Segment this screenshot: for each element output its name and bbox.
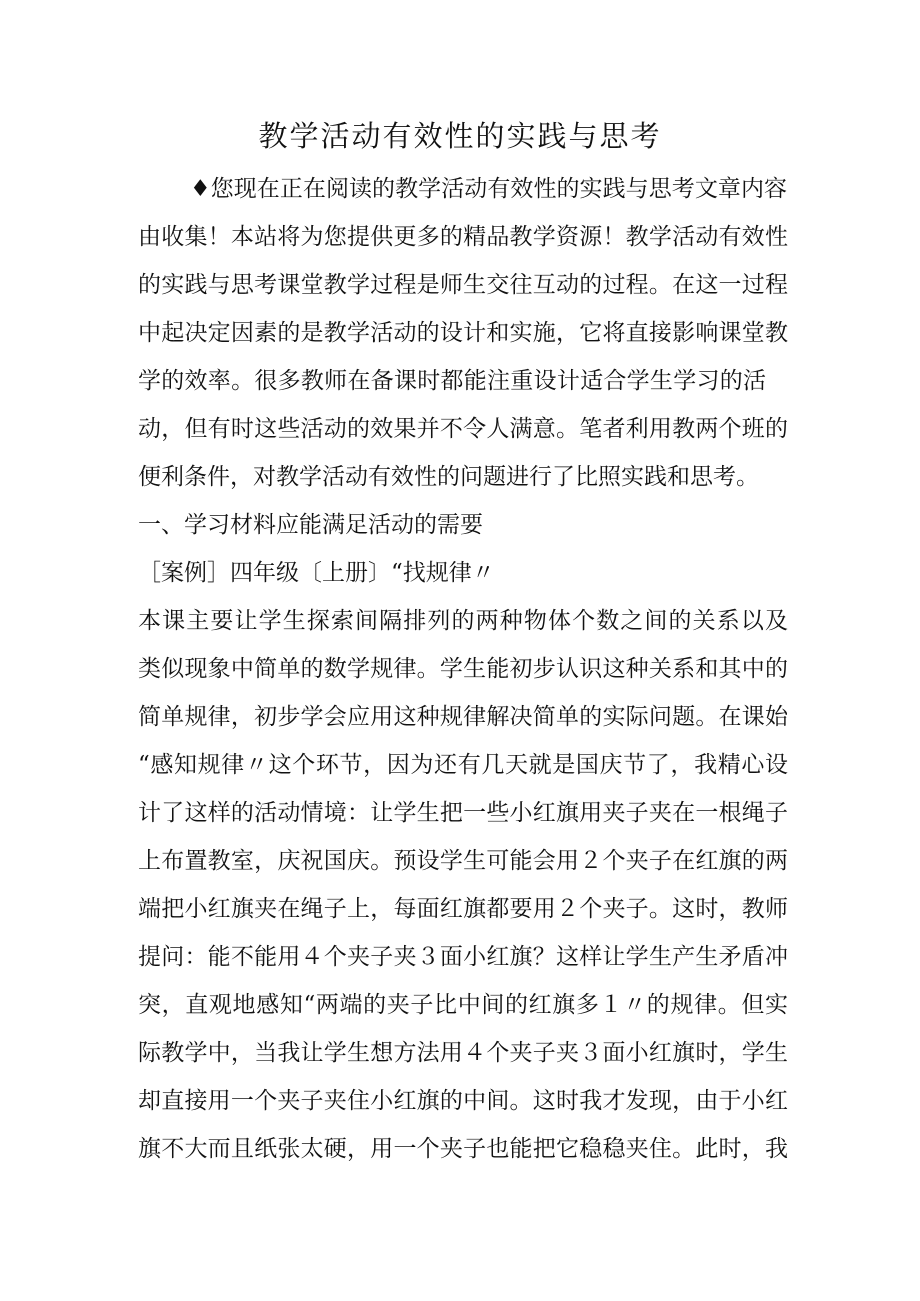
document-title: 教学活动有效性的实践与思考 xyxy=(258,119,662,153)
paragraph-line: 旗不大而且纸张太硬，用一个夹子也能把它稳稳夹住。此时，我 xyxy=(138,1136,788,1162)
paragraph-line: 动，但有时这些活动的效果并不令人满意。笔者利用教两个班的 xyxy=(138,416,788,442)
paragraph-line: 的实践与思考课堂教学过程是师生交往互动的过程。在这一过程 xyxy=(138,272,788,298)
paragraph-line: 上布置教室，庆祝国庆。预设学生可能会用２个夹子在红旗的两 xyxy=(138,848,788,874)
paragraph-line: 却直接用一个夹子夹住小红旗的中间。这时我才发现，由于小红 xyxy=(138,1088,788,1114)
paragraph-line: 类似现象中简单的数学规律。学生能初步认识这种关系和其中的 xyxy=(138,656,788,682)
section-heading: 一、学习材料应能满足活动的需要 xyxy=(138,512,483,538)
paragraph-line: 提问：能不能用４个夹子夹３面小红旗？这样让学生产生矛盾冲 xyxy=(138,944,788,970)
paragraph-line: 端把小红旗夹在绳子上，每面红旗都要用２个夹子。这时，教师 xyxy=(138,896,788,922)
paragraph-line: 便利条件，对教学活动有效性的问题进行了比照实践和思考。 xyxy=(138,464,759,490)
paragraph-line: 突，直观地感知“两端的夹子比中间的红旗多１〃的规律。但实 xyxy=(138,992,788,1018)
paragraph-line: “感知规律〃这个环节，因为还有几天就是国庆节了，我精心设 xyxy=(138,752,788,778)
paragraph-line: 中起决定因素的是教学活动的设计和实施，它将直接影响课堂教 xyxy=(138,320,788,346)
paragraph-line: 际教学中，当我让学生想方法用４个夹子夹３面小红旗时，学生 xyxy=(138,1040,788,1066)
case-label: ［案例］四年级〔上册〕“找规律〃 xyxy=(138,560,495,586)
paragraph-line: 本课主要让学生探索间隔排列的两种物体个数之间的关系以及 xyxy=(138,608,788,634)
paragraph-line: 简单规律，初步学会应用这种规律解决简单的实际问题。在课始 xyxy=(138,704,788,730)
paragraph-line: ♦您现在正在阅读的教学活动有效性的实践与思考文章内容 xyxy=(190,176,787,202)
paragraph-line: 计了这样的活动情境：让学生把一些小红旗用夹子夹在一根绳子 xyxy=(138,800,788,826)
paragraph-line: 由收集！本站将为您提供更多的精品教学资源！教学活动有效性 xyxy=(138,224,788,250)
paragraph-line: 学的效率。很多教师在备课时都能注重设计适合学生学习的活 xyxy=(138,368,766,394)
